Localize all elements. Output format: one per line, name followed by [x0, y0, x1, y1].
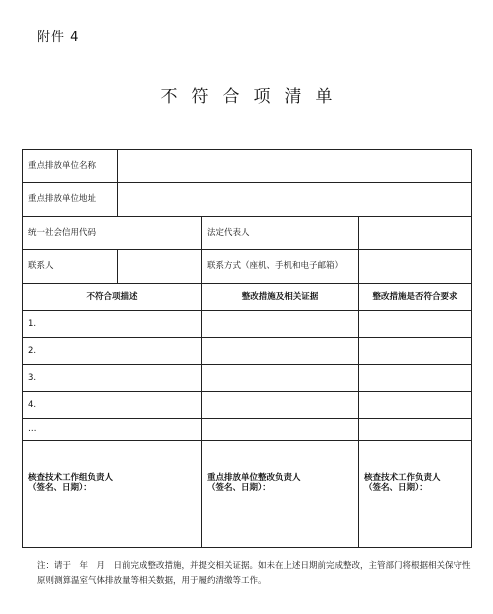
credit-code-row — [23, 217, 472, 250]
row-compliance[interactable] — [359, 365, 472, 392]
signature-sub: （签名、日期）： — [364, 483, 428, 494]
contact-value[interactable] — [118, 250, 202, 284]
signature-title: 核查技术工作组负责人 — [28, 473, 114, 483]
unit-name-row — [23, 150, 472, 183]
document-title: 不符合项清单 — [160, 87, 347, 107]
column-header-row — [23, 284, 472, 311]
col-header-description: 不符合项描述 — [23, 284, 202, 311]
unit-name-value[interactable] — [118, 150, 472, 183]
signature-sub: （签名、日期）： — [28, 483, 92, 494]
col-header-measures: 整改措施及相关证据 — [202, 284, 359, 311]
footnote: 注：请于 年 月 日前完成整改措施，并提交相关证据。如未在上述日期前完成整改，主管部门将根据相关保守性原则测算温室气体排放量等相关数据，用于履约清缴等工作。 — [37, 561, 471, 586]
row-number[interactable]: 2. — [23, 338, 202, 365]
row-ellipsis[interactable]: … — [23, 419, 202, 441]
table-row — [23, 392, 472, 419]
table-row — [23, 338, 472, 365]
credit-code-label: 统一社会信用代码 — [23, 217, 202, 250]
attachment-label: 附件 4 — [37, 30, 80, 45]
row-measures[interactable] — [202, 419, 359, 441]
contact-row — [23, 250, 472, 284]
signature-row — [23, 441, 472, 548]
contact-methods-label: 联系方式（座机、手机和电子邮箱） — [202, 250, 359, 284]
row-compliance[interactable] — [359, 419, 472, 441]
contact-methods-value[interactable] — [359, 250, 472, 284]
row-measures[interactable] — [202, 392, 359, 419]
table-row — [23, 365, 472, 392]
row-compliance[interactable] — [359, 338, 472, 365]
unit-address-row — [23, 183, 472, 217]
row-number[interactable]: 4. — [23, 392, 202, 419]
contact-label: 联系人 — [23, 250, 118, 284]
signature-title: 重点排放单位整改负责人 — [207, 473, 301, 483]
row-measures[interactable] — [202, 311, 359, 338]
legal-rep-label: 法定代表人 — [202, 217, 359, 250]
row-number[interactable]: 3. — [23, 365, 202, 392]
unit-address-value[interactable] — [118, 183, 472, 217]
row-measures[interactable] — [202, 338, 359, 365]
row-number[interactable]: 1. — [23, 311, 202, 338]
table-row — [23, 311, 472, 338]
row-compliance[interactable] — [359, 311, 472, 338]
col-header-compliance: 整改措施是否符合要求 — [359, 284, 472, 311]
table-row — [23, 419, 472, 441]
signature-verification-group[interactable] — [23, 441, 202, 548]
legal-rep-value[interactable] — [359, 217, 472, 250]
unit-name-label: 重点排放单位名称 — [23, 150, 118, 183]
nonconformity-form — [22, 149, 472, 548]
signature-sub: （签名、日期）： — [207, 483, 271, 494]
signature-unit-rectification[interactable] — [202, 441, 359, 548]
unit-address-label: 重点排放单位地址 — [23, 183, 118, 217]
row-compliance[interactable] — [359, 392, 472, 419]
signature-title: 核查技术工作负责人 — [364, 473, 441, 483]
row-measures[interactable] — [202, 365, 359, 392]
signature-verification-lead[interactable] — [359, 441, 472, 548]
